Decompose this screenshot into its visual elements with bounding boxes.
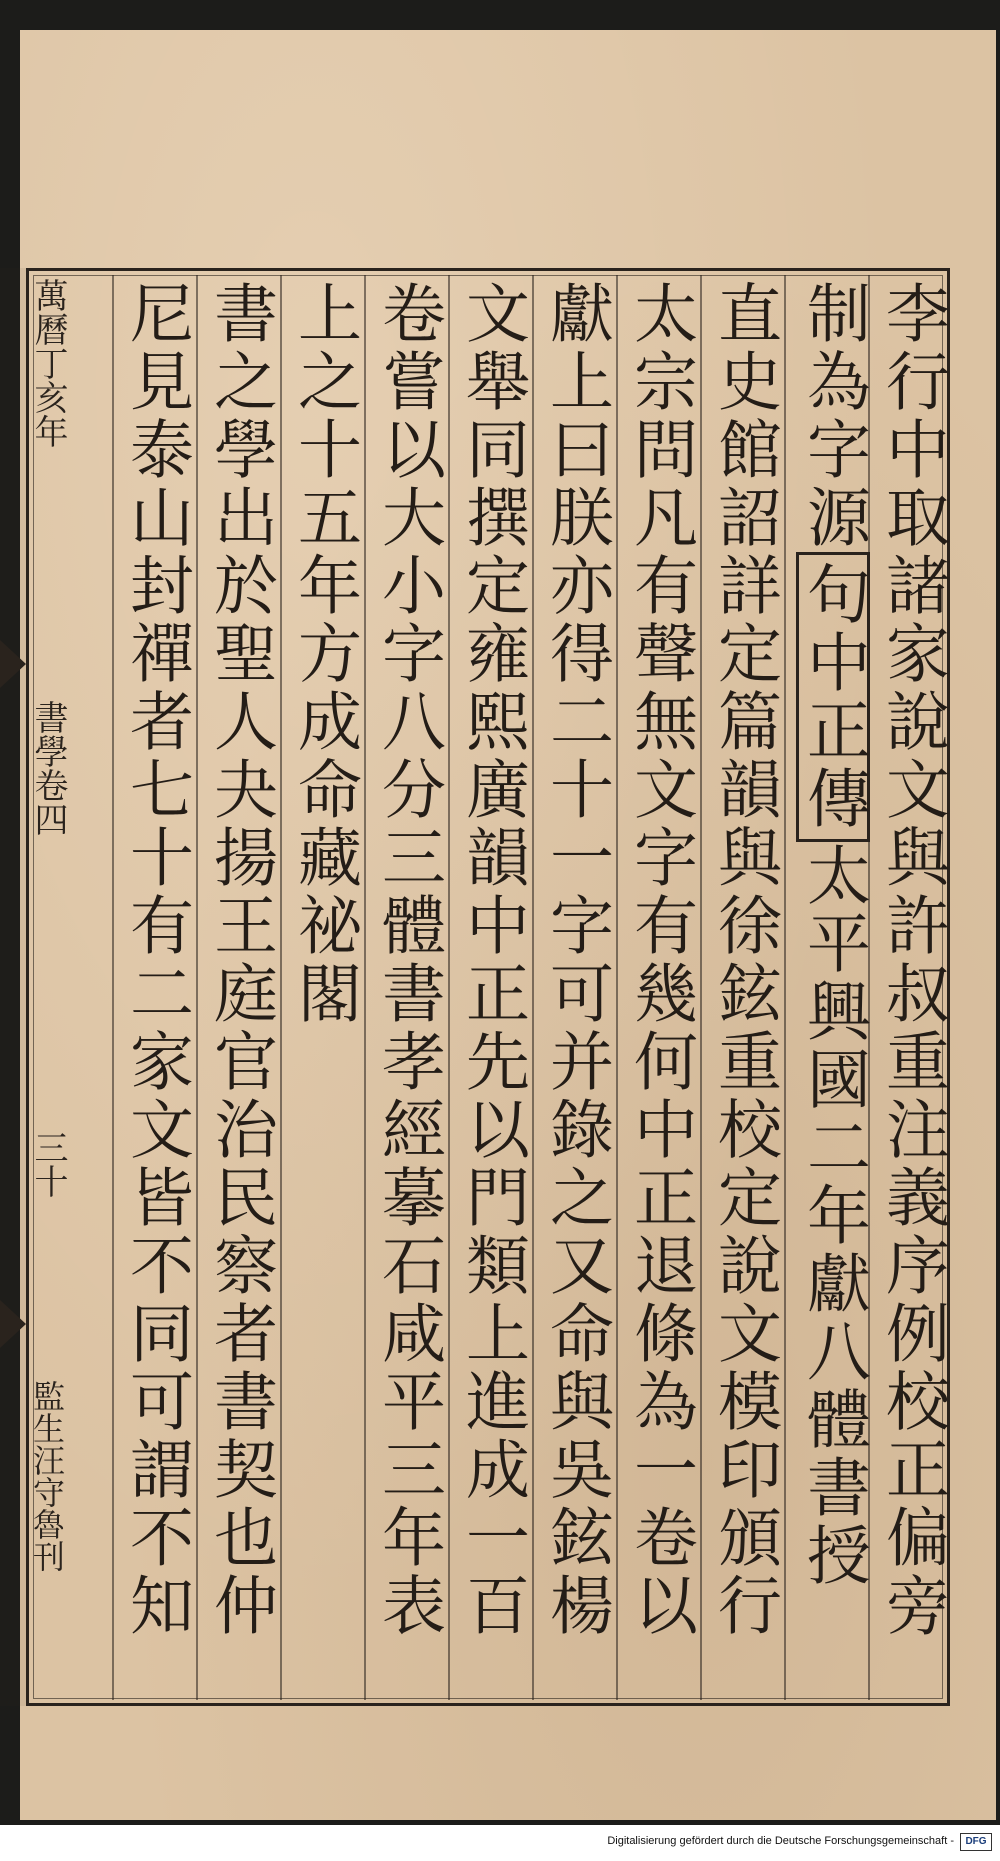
text-column-4: 太宗問凡有聲無文字有幾何中正退條為一卷以 — [623, 280, 697, 1640]
text-column-7: 卷嘗以大小字八分三體書孝經摹石咸平三年表 — [371, 280, 445, 1640]
column-rule — [616, 275, 618, 1700]
margin-era-date: 萬曆丁亥年 — [28, 278, 68, 448]
page-center-fold — [0, 268, 26, 1706]
column-rule — [448, 275, 450, 1700]
text-column-9: 書之學出於聖人夬揚王庭官治民察者書契也仲 — [203, 280, 277, 1640]
fishtail-mark-upper — [0, 640, 26, 688]
text-column-3: 直史館詔詳定篇韻與徐鉉重校定說文模印頒行 — [707, 280, 781, 1640]
column-rule — [280, 275, 282, 1700]
column-rule — [700, 275, 702, 1700]
text-column-8: 上之十五年方成命藏祕閣 — [287, 280, 361, 1028]
text-column-5: 獻上曰朕亦得二十一字可并錄之又命與吳鉉楊 — [539, 280, 613, 1640]
fishtail-mark-lower — [0, 1300, 26, 1348]
column-rule — [784, 275, 786, 1700]
text-column-2 — [796, 280, 870, 1590]
text-column-2-main: 制為字源 — [796, 280, 870, 552]
column-rule — [112, 275, 114, 1700]
text-column-1: 李行中取諸家說文與許叔重注義序例校正偏旁 — [875, 280, 949, 1640]
column-rule — [196, 275, 198, 1700]
column-rule — [364, 275, 366, 1700]
margin-book-title: 書學卷四 — [28, 700, 68, 836]
margin-printer-credit: 監生汪守魯刊 — [28, 1380, 66, 1572]
text-column-6: 文舉同撰定雍熙廣韻中正先以門類上進成一百 — [455, 280, 529, 1640]
boxed-biography-heading: 句中正傳 — [796, 552, 870, 842]
inline-note-after: 太平興國二年獻八體書授 — [796, 842, 870, 1590]
column-rule — [532, 275, 534, 1700]
text-column-10: 尼見泰山封禪者七十有二家文皆不同可謂不知 — [119, 280, 193, 1640]
margin-page-number: 三十 — [28, 1130, 68, 1198]
footer-credit: Digitalisierung gefördert durch die Deutsche Forschungsgemeinschaft - — [607, 1835, 954, 1847]
dfg-logo: DFG — [960, 1833, 992, 1851]
footer-bar — [0, 1825, 1000, 1861]
